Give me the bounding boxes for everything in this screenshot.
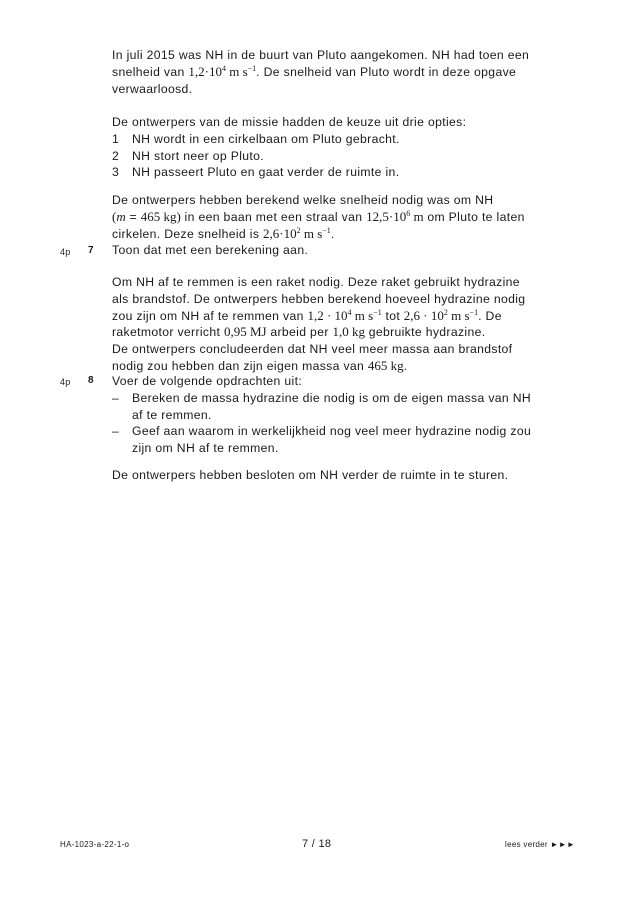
q7-text: Toon dat met een berekening aan.	[112, 243, 309, 257]
options-lead: De ontwerpers van de missie hadden de keuze uit drie opties:	[112, 115, 467, 129]
closing-text: De ontwerpers hebben besloten om NH verder de ruimte in te sturen.	[112, 468, 509, 482]
brake-line-2: als brandstof. De ontwerpers hebben berekend hoeveel hydrazine nodig	[112, 291, 526, 306]
q8-task-item: – Bereken de massa hydrazine die nodig is om de eigen massa van NH af te remmen.	[112, 390, 532, 422]
q8-question	[112, 373, 552, 457]
orbit-line-1: De ontwerpers hebben berekend welke snelheid nodig was om NH	[112, 193, 494, 207]
brake-line-6: nodig zou hebben dan zijn eigen massa van 465 kg.	[112, 357, 408, 373]
brake-line-1: Om NH af te remmen is een raket nodig. Deze raket gebruikt hydrazine	[112, 275, 520, 289]
brake-line-4: raketmotor verricht 0,95 MJ arbeid per 1,0 kg gebruikte hydrazine.	[112, 324, 486, 340]
orbit-paragraph	[112, 192, 552, 242]
option-item: 2 NH stort neer op Pluto.	[112, 148, 265, 163]
options-block	[112, 114, 552, 181]
footer-next-page: lees verder ►►►	[505, 840, 576, 849]
intro-paragraph	[112, 47, 552, 97]
q8-lead: Voer de volgende opdrachten uit:	[112, 374, 303, 388]
footer-exam-code: HA-1023-a-22-1-o	[60, 840, 130, 849]
closing-paragraph	[112, 467, 552, 484]
q7-number: 7	[88, 245, 94, 256]
q7-points: 4p	[60, 247, 71, 257]
q8-task-item: – Geef aan waarom in werkelijkheid nog veel meer hydrazine nodig zou zijn om NH af te remmen.	[112, 424, 532, 456]
intro-line-1: In juli 2015 was NH in de buurt van Pluto aangekomen. NH had toen een	[112, 48, 530, 62]
intro-line-2: snelheid van $1,2\cdot 10^4$ m $s^{-1}$. De snelheid van Pluto wordt in deze opgave	[112, 63, 517, 79]
q8-number: 8	[88, 375, 94, 386]
option-item: 3 NH passeert Pluto en gaat verder de ruimte in.	[112, 165, 400, 180]
brake-line-3: zou zijn om NH af te remmen van $1,2 \cdot 10^4$ m $s^{-1}$ tot $2,6 \cdot 10^2$ m $s^{-1}$. De	[112, 307, 502, 323]
orbit-line-3: cirkelen. Deze snelheid is $2,6\cdot 10^2$ m $s^{-1}$.	[112, 225, 335, 241]
q8-points: 4p	[60, 377, 71, 387]
option-item: 1 NH wordt in een cirkelbaan om Pluto gebracht.	[112, 131, 400, 146]
brake-paragraph	[112, 274, 552, 375]
brake-line-5: De ontwerpers concludeerden dat NH veel meer massa aan brandstof	[112, 342, 513, 357]
q7-question	[112, 242, 552, 259]
q8-task-list	[112, 390, 552, 457]
intro-line-3: verwaarloosd.	[112, 81, 193, 96]
footer-page-number: 7 / 18	[302, 838, 332, 850]
options-list	[112, 131, 552, 181]
orbit-line-2: (m = 465 kg) in een baan met een straal van $12,5\cdot 10^6$ m om Pluto te laten	[112, 208, 525, 224]
